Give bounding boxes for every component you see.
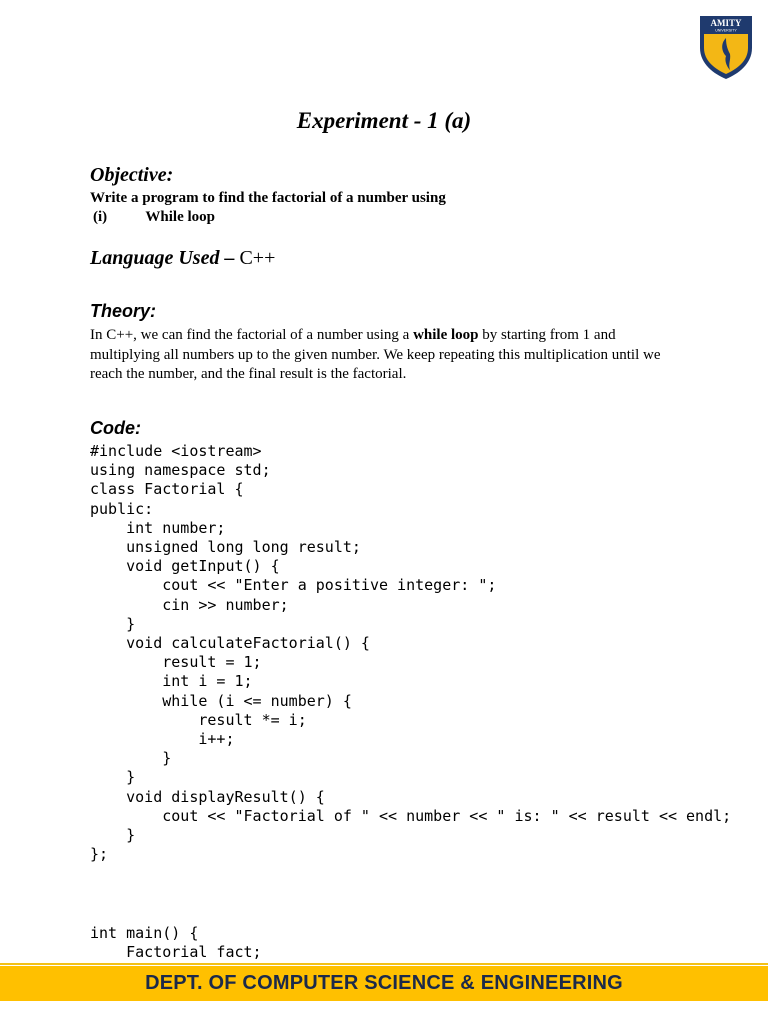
amity-shield-logo-icon [698,14,754,80]
code-heading: Code: [90,418,141,438]
theory-heading: Theory: [90,301,157,321]
theory-text-after: by starting from 1 and multiplying all numbers up to the given number. We keep repeating this multiplication until we reach the number, and the final result is the factorial. [90,327,661,382]
objective-heading: Objective: [90,164,174,186]
language-line [90,247,275,270]
objective-item-text: While loop [145,209,216,225]
logo-subtext: UNIVERSITY [715,28,737,33]
page-title: Experiment - 1 (a) [296,108,472,133]
code-block-main: int main() { Factorial fact; [90,924,262,962]
objective-item [93,209,215,226]
code-block-class: #include <iostream> using namespace std; class Factorial { public: int number; unsigned long long result; void getInput() { cout << "Enter a positive integer: "; cin >> number; } void calculateFactorial() { result = 1; int i = 1; while (i <= number) { result *= i; i++; } } void displayResult() { cout << "Factorial of " << number << " is: " << result << endl; } }; [90,442,732,864]
language-heading: Language Used – [90,247,235,269]
objective-line: Write a program to find the factorial of a number using [90,190,446,206]
footer-divider [0,963,768,965]
theory-bold-text: while loop [413,327,479,343]
language-value: C++ [239,247,276,269]
theory-paragraph [90,326,680,385]
objective-item-number: (i) [93,209,108,225]
theory-text-before: In C++, we can find the factorial of a number using a [90,327,414,343]
footer-text: DEPT. OF COMPUTER SCIENCE & ENGINEERING [145,972,623,994]
footer-banner [0,966,768,1001]
logo-text: AMITY [710,18,742,28]
